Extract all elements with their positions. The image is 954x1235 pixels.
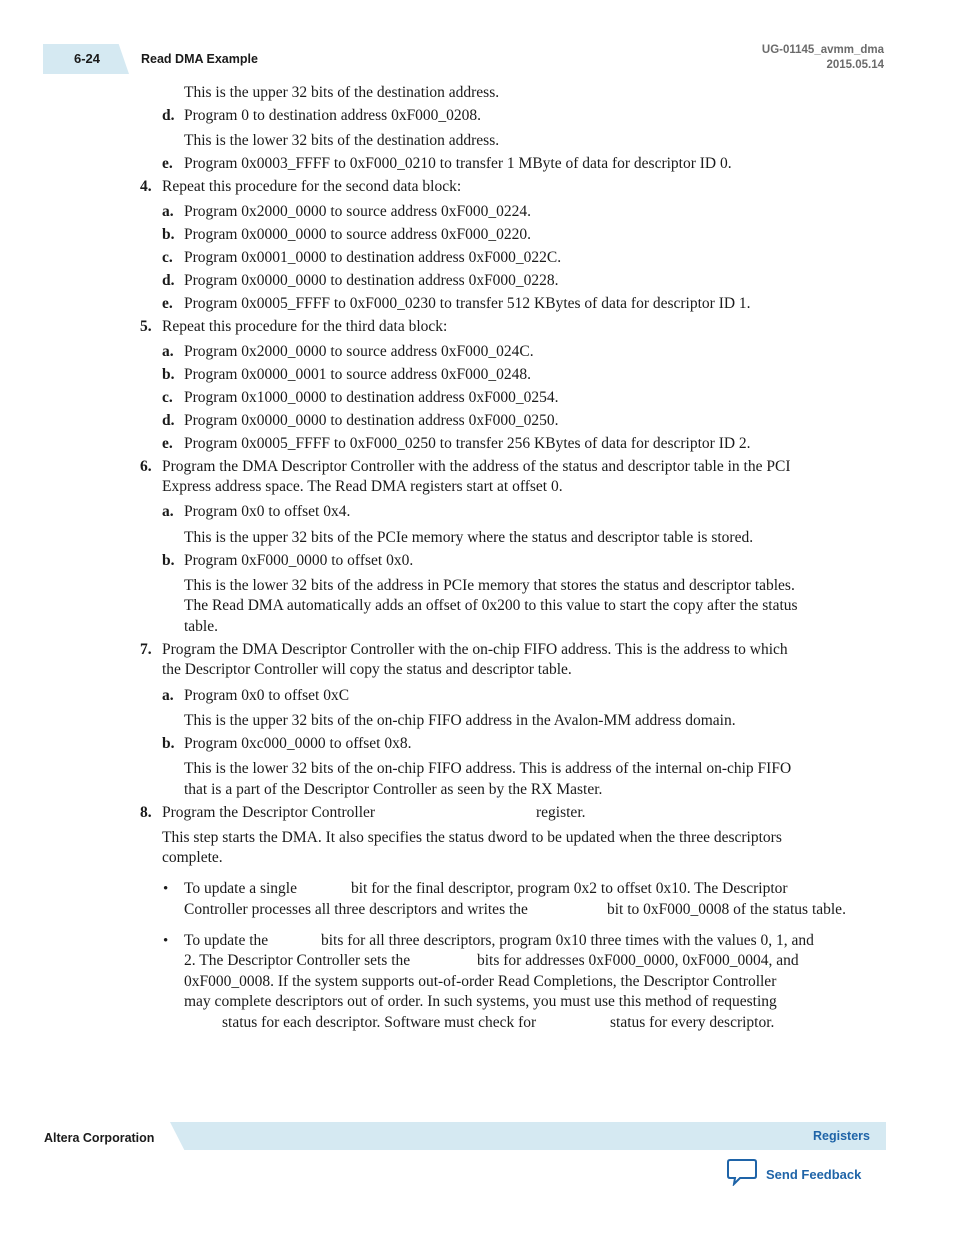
text-line: that is a part of the Descriptor Controller as seen by the RX Master. xyxy=(184,781,603,798)
text-line: status for every descriptor. xyxy=(610,1014,775,1031)
text-line: The Read DMA automatically adds an offset of 0x200 to this value to start the copy after the status xyxy=(184,597,798,614)
list-marker: d. xyxy=(162,272,175,289)
text-line: Program 0xF000_0000 to offset 0x0. xyxy=(184,552,414,569)
text-line: Program 0x1000_0000 to destination address 0xF000_0254. xyxy=(184,389,559,406)
text-line: Program 0 to destination address 0xF000_0208. xyxy=(184,107,482,124)
text-line: register. xyxy=(536,804,586,821)
text-line: status for each descriptor. Software must check for xyxy=(222,1014,537,1031)
list-marker: 7. xyxy=(140,641,152,658)
text-line: Program the Descriptor Controller xyxy=(162,804,376,821)
text-line: Program 0x0000_0001 to source address 0xF000_0248. xyxy=(184,366,531,383)
section-title: Read DMA Example xyxy=(141,52,258,66)
text-line: This is the upper 32 bits of the destination address. xyxy=(184,84,500,101)
list-marker: b. xyxy=(162,366,175,383)
text-line: This is the upper 32 bits of the on-chip FIFO address in the Avalon-MM address domain. xyxy=(184,712,736,729)
list-marker: a. xyxy=(162,203,174,220)
text-line: Program 0x2000_0000 to source address 0xF000_024C. xyxy=(184,343,534,360)
list-marker: e. xyxy=(162,435,173,452)
list-marker: b. xyxy=(162,226,175,243)
text-line: Program 0x0000_0000 to source address 0xF000_0220. xyxy=(184,226,531,243)
text-line: may complete descriptors out of order. In such systems, you must use this method of requesting xyxy=(184,993,777,1010)
text-line: Program the DMA Descriptor Controller with the address of the status and descriptor table in the PCI xyxy=(162,458,791,475)
text-line: bits for all three descriptors, program 0x10 three times with the values 0, 1, and xyxy=(321,932,814,949)
company-name: Altera Corporation xyxy=(44,1131,155,1145)
text-line: bits for addresses 0xF000_0000, 0xF000_0004, and xyxy=(477,952,799,969)
text-line: Program 0x0001_0000 to destination address 0xF000_022C. xyxy=(184,249,562,266)
footer-band xyxy=(170,1122,886,1150)
text-line: Controller processes all three descriptors and writes the xyxy=(184,901,528,918)
text-line: Program the DMA Descriptor Controller with the on-chip FIFO address. This is the address to which xyxy=(162,641,788,658)
text-line: This is the upper 32 bits of the PCIe memory where the status and descriptor table is stored. xyxy=(184,529,754,546)
text-line: This is the lower 32 bits of the destination address. xyxy=(184,132,500,149)
text-line: Program 0x0005_FFFF to 0xF000_0250 to transfer 256 KBytes of data for descriptor ID 2. xyxy=(184,435,751,452)
text-line: Program 0x0000_0000 to destination address 0xF000_0250. xyxy=(184,412,559,429)
list-marker: c. xyxy=(162,389,173,406)
page-number: 6-24 xyxy=(74,51,101,66)
list-marker: c. xyxy=(162,249,173,266)
text-line: Program 0x0 to offset 0x4. xyxy=(184,503,351,520)
text-line: Program 0xc000_0000 to offset 0x8. xyxy=(184,735,412,752)
section-link[interactable]: Registers xyxy=(813,1129,870,1143)
send-feedback-label[interactable]: Send Feedback xyxy=(766,1167,862,1182)
list-marker: e. xyxy=(162,155,173,172)
list-marker: 4. xyxy=(140,178,152,195)
list-marker: d. xyxy=(162,107,175,124)
text-line: Repeat this procedure for the third data block: xyxy=(162,318,448,335)
doc-date: 2015.05.14 xyxy=(826,59,884,71)
text-line: 2. The Descriptor Controller sets the xyxy=(184,952,411,969)
text-line: This step starts the DMA. It also specifies the status dword to be updated when the three descriptors xyxy=(162,829,782,846)
text-line: Program 0x0005_FFFF to 0xF000_0230 to transfer 512 KBytes of data for descriptor ID 1. xyxy=(184,295,751,312)
list-marker: d. xyxy=(162,412,175,429)
text-line: bit for the final descriptor, program 0x2 to offset 0x10. The Descriptor xyxy=(351,880,788,897)
speech-bubble-icon xyxy=(727,1158,757,1191)
text-line: This is the lower 32 bits of the on-chip FIFO address. This is address of the internal on-chip FIFO xyxy=(184,760,792,777)
text-line: Program 0x0 to offset 0xC xyxy=(184,687,350,704)
text-line: Program 0x2000_0000 to source address 0xF000_0224. xyxy=(184,203,531,220)
bullet-marker: • xyxy=(163,933,169,949)
list-marker: b. xyxy=(162,735,175,752)
list-marker: a. xyxy=(162,343,174,360)
text-line: complete. xyxy=(162,849,223,866)
list-marker: a. xyxy=(162,687,174,704)
list-marker: 8. xyxy=(140,804,152,821)
doc-info xyxy=(762,43,884,73)
text-line: Express address space. The Read DMA registers start at offset 0. xyxy=(162,478,563,495)
doc-id: UG-01145_avmm_dma xyxy=(761,44,884,56)
list-marker: e. xyxy=(162,295,173,312)
text-line: Program 0x0000_0000 to destination address 0xF000_0228. xyxy=(184,272,559,289)
text-line: the Descriptor Controller will copy the status and descriptor table. xyxy=(162,661,572,678)
list-marker: 5. xyxy=(140,318,152,335)
bullet-marker: • xyxy=(163,881,169,897)
list-marker: 6. xyxy=(140,458,152,475)
text-line: To update the xyxy=(184,932,269,949)
text-line: 0xF000_0008. If the system supports out-of-order Read Completions, the Descriptor Controller xyxy=(184,973,777,990)
text-line: Repeat this procedure for the second data block: xyxy=(162,178,462,195)
text-line: bit to 0xF000_0008 of the status table. xyxy=(607,901,846,918)
list-marker: a. xyxy=(162,503,174,520)
send-feedback-button[interactable] xyxy=(727,1158,861,1191)
text-line: To update a single xyxy=(184,880,297,897)
list-marker: b. xyxy=(162,552,175,569)
text-line: table. xyxy=(184,618,218,635)
text-line: Program 0x0003_FFFF to 0xF000_0210 to transfer 1 MByte of data for descriptor ID 0. xyxy=(184,155,732,172)
text-line: This is the lower 32 bits of the address in PCIe memory that stores the status and descriptor tables. xyxy=(184,577,795,594)
